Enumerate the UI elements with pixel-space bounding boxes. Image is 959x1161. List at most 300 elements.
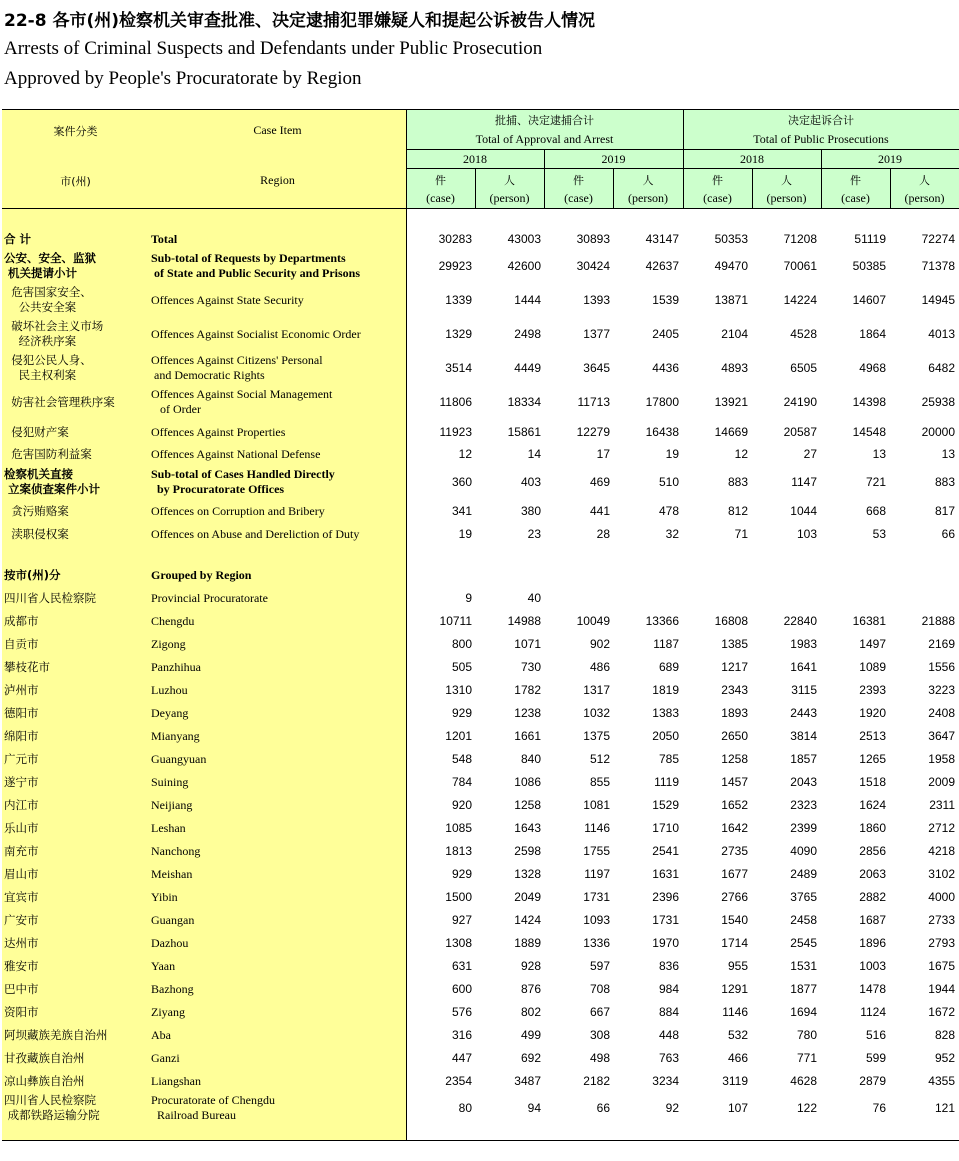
- cell-value: 316: [451, 1028, 472, 1042]
- cell-value: 1328: [514, 867, 541, 881]
- row-label-cn: 德阳市: [4, 705, 39, 720]
- cell-value: 40: [527, 591, 541, 605]
- cell-value: 1336: [583, 936, 610, 950]
- cell-value: 92: [665, 1101, 679, 1115]
- row-label-en: Offences on Abuse and Dereliction of Duty: [151, 526, 360, 541]
- row-label-en: Sub-total of Requests by Departments of State and Public Security and Prisons: [151, 251, 361, 280]
- header-unit-case-cn: 件: [573, 174, 584, 187]
- row-label-cn: 危害国防利益案: [4, 446, 92, 461]
- row-label-en: Grouped by Region: [151, 567, 252, 582]
- cell-value: 341: [451, 504, 472, 518]
- cell-value: 499: [520, 1028, 541, 1042]
- cell-value: 66: [596, 1101, 610, 1115]
- row-label-en: Offences Against Socialist Economic Order: [151, 326, 361, 341]
- cell-value: 840: [520, 752, 541, 766]
- cell-value: 1893: [721, 706, 748, 720]
- cell-value: 308: [589, 1028, 610, 1042]
- row-label-cn: 广安市: [4, 912, 39, 927]
- cell-value: 1291: [721, 982, 748, 996]
- cell-value: 667: [589, 1005, 610, 1019]
- cell-value: 1672: [928, 1005, 955, 1019]
- table-bottom-border: [2, 1140, 959, 1141]
- cell-value: 3119: [722, 1074, 748, 1088]
- cell-value: 2408: [928, 706, 955, 720]
- row-label-en: Suining: [151, 774, 189, 789]
- cell-value: 29923: [438, 259, 472, 273]
- header-prosecution-cn: 决定起诉合计: [788, 114, 854, 127]
- cell-value: 516: [865, 1028, 886, 1042]
- cell-value: 689: [658, 660, 679, 674]
- row-label-cn: 渎职侵权案: [4, 526, 69, 541]
- cell-value: 2169: [928, 637, 955, 651]
- cell-value: 802: [520, 1005, 541, 1019]
- cell-value: 3102: [928, 867, 955, 881]
- row-label-en: Ganzi: [151, 1050, 180, 1065]
- cell-value: 780: [796, 1028, 817, 1042]
- cell-value: 692: [520, 1051, 541, 1065]
- cell-value: 14669: [714, 425, 748, 439]
- cell-value: 1071: [514, 637, 541, 651]
- cell-value: 42600: [507, 259, 541, 273]
- header-region-en: Region: [260, 173, 295, 187]
- header-unit-person-cn: 人: [642, 174, 654, 187]
- cell-value: 448: [658, 1028, 679, 1042]
- cell-value: 600: [451, 982, 472, 996]
- cell-value: 107: [727, 1101, 748, 1115]
- cell-value: 1119: [654, 775, 679, 789]
- cell-value: 784: [451, 775, 472, 789]
- cell-value: 1983: [790, 637, 817, 651]
- cell-value: 1081: [583, 798, 610, 812]
- header-unit-case-en: (case): [564, 191, 593, 205]
- cell-value: 3647: [928, 729, 955, 743]
- row-label-en: Bazhong: [151, 981, 194, 996]
- cell-value: 812: [727, 504, 748, 518]
- cell-value: 3487: [514, 1074, 541, 1088]
- cell-value: 50385: [852, 259, 886, 273]
- cell-value: 14945: [921, 293, 955, 307]
- row-label-cn: 侵犯财产案: [4, 424, 69, 439]
- row-label-cn: 破坏社会主义市场 经济秩序案: [11, 319, 104, 348]
- row-label-cn: 按市(州)分: [4, 567, 61, 582]
- cell-value: 927: [451, 913, 472, 927]
- cell-value: 478: [658, 504, 679, 518]
- cell-value: 28: [596, 527, 610, 541]
- cell-value: 548: [451, 752, 472, 766]
- cell-value: 43147: [645, 232, 679, 246]
- cell-value: 855: [589, 775, 610, 789]
- cell-value: 2063: [859, 867, 886, 881]
- row-label-cn: 危害国家安全、 公共安全案: [11, 285, 92, 314]
- cell-value: 1731: [652, 913, 679, 927]
- cell-value: 1032: [583, 706, 610, 720]
- cell-value: 2735: [721, 844, 748, 858]
- header-unit-person-en: (person): [766, 191, 807, 205]
- cell-value: 30283: [438, 232, 472, 246]
- cell-value: 876: [520, 982, 541, 996]
- cell-value: 70061: [783, 259, 817, 273]
- header-case-item-en: Case Item: [253, 123, 302, 137]
- cell-value: 1339: [445, 293, 472, 307]
- cell-value: 2856: [859, 844, 886, 858]
- cell-value: 1889: [514, 936, 541, 950]
- header-unit-case-en: (case): [426, 191, 455, 205]
- cell-value: 785: [658, 752, 679, 766]
- row-label-cn: 四川省人民检察院 成都铁路运输分院: [4, 1093, 100, 1122]
- cell-value: 2043: [790, 775, 817, 789]
- cell-value: 2354: [445, 1074, 472, 1088]
- row-label-en: Yaan: [151, 958, 176, 973]
- cell-value: 1518: [859, 775, 886, 789]
- cell-value: 2343: [721, 683, 748, 697]
- cell-value: 1710: [652, 821, 679, 835]
- cell-value: 2104: [721, 327, 748, 341]
- cell-value: 1661: [514, 729, 541, 743]
- cell-value: 836: [658, 959, 679, 973]
- cell-value: 4218: [928, 844, 955, 858]
- cell-value: 20587: [783, 425, 817, 439]
- row-label-en: Leshan: [151, 820, 186, 835]
- header-arrest-en: Total of Approval and Arrest: [475, 132, 614, 146]
- cell-value: 1643: [514, 821, 541, 835]
- row-label-cn: 贪污贿赂案: [4, 503, 69, 518]
- cell-value: 730: [520, 660, 541, 674]
- cell-value: 2513: [859, 729, 886, 743]
- cell-value: 2545: [790, 936, 817, 950]
- cell-value: 883: [934, 475, 955, 489]
- cell-value: 2541: [652, 844, 679, 858]
- cell-value: 984: [658, 982, 679, 996]
- page-title-en-line2: Approved by People's Procuratorate by Region: [4, 68, 362, 89]
- row-label-en: Procuratorate of Chengdu Railroad Bureau: [151, 1093, 275, 1122]
- cell-value: 929: [451, 867, 472, 881]
- cell-value: 1497: [859, 637, 886, 651]
- cell-value: 23: [527, 527, 541, 541]
- row-label-cn: 合 计: [4, 231, 32, 246]
- cell-value: 13: [872, 447, 886, 461]
- stub-right-border: [406, 109, 407, 1141]
- header-year-2019-arrest: 2019: [601, 152, 626, 166]
- cell-value: 1258: [721, 752, 748, 766]
- row-label-cn: 四川省人民检察院: [4, 590, 96, 605]
- row-label-en: Chengdu: [151, 613, 195, 628]
- cell-value: 763: [658, 1051, 679, 1065]
- cell-value: 15861: [507, 425, 541, 439]
- cell-value: 817: [934, 504, 955, 518]
- cell-value: 1677: [721, 867, 748, 881]
- cell-value: 14398: [852, 395, 886, 409]
- row-label-cn: 雅安市: [4, 958, 39, 973]
- cell-value: 27: [803, 447, 817, 461]
- row-label-en: Offences Against Social Management of Order: [151, 387, 333, 416]
- cell-value: 1265: [859, 752, 886, 766]
- cell-value: 800: [451, 637, 472, 651]
- cell-value: 1631: [652, 867, 679, 881]
- row-label-cn: 成都市: [4, 613, 39, 628]
- cell-value: 1860: [859, 821, 886, 835]
- row-label-cn: 自贡市: [4, 636, 39, 651]
- cell-value: 1317: [583, 683, 610, 697]
- cell-value: 1641: [790, 660, 817, 674]
- cell-value: 1093: [583, 913, 610, 927]
- cell-value: 71378: [921, 259, 955, 273]
- cell-value: 2712: [928, 821, 955, 835]
- cell-value: 2650: [721, 729, 748, 743]
- cell-value: 2766: [721, 890, 748, 904]
- cell-value: 2182: [583, 1074, 610, 1088]
- header-unit-person-en: (person): [904, 191, 945, 205]
- cell-value: 1457: [721, 775, 748, 789]
- cell-value: 3814: [790, 729, 817, 743]
- header-unit-case-cn: 件: [850, 174, 861, 187]
- cell-value: 94: [527, 1101, 541, 1115]
- cell-value: 1675: [928, 959, 955, 973]
- cell-value: 1444: [514, 293, 541, 307]
- cell-value: 1529: [652, 798, 679, 812]
- cell-value: 2009: [928, 775, 955, 789]
- cell-value: 599: [865, 1051, 886, 1065]
- cell-value: 103: [796, 527, 817, 541]
- row-label-cn: 眉山市: [4, 866, 39, 881]
- cell-value: 4628: [790, 1074, 817, 1088]
- row-label-cn: 遂宁市: [4, 774, 39, 789]
- cell-value: 71: [734, 527, 748, 541]
- cell-value: 11923: [439, 425, 472, 439]
- row-label-en: Guangan: [151, 912, 195, 927]
- row-label-en: Provincial Procuratorate: [151, 590, 268, 605]
- cell-value: 1197: [584, 867, 610, 881]
- cell-value: 121: [934, 1101, 955, 1115]
- cell-value: 929: [451, 706, 472, 720]
- cell-value: 6482: [928, 361, 955, 375]
- cell-value: 3115: [791, 683, 817, 697]
- cell-value: 1539: [652, 293, 679, 307]
- header-region-cn: 市(州): [60, 175, 91, 188]
- row-label-en: Offences on Corruption and Bribery: [151, 503, 325, 518]
- row-label-cn: 凉山彝族自治州: [4, 1073, 85, 1088]
- cell-value: 902: [589, 637, 610, 651]
- cell-value: 1146: [584, 821, 610, 835]
- row-label-en: Dazhou: [151, 935, 189, 950]
- header-unit-person-en: (person): [628, 191, 668, 205]
- header-unit-person-cn: 人: [781, 174, 792, 187]
- row-label-cn: 侵犯公民人身、 民主权利案: [11, 353, 92, 382]
- cell-value: 4000: [928, 890, 955, 904]
- header-unit-case-en: (case): [841, 191, 870, 205]
- row-label-cn: 巴中市: [4, 981, 39, 996]
- row-label-cn: 资阳市: [4, 1004, 39, 1019]
- row-label-en: Ziyang: [151, 1004, 185, 1019]
- cell-value: 2049: [514, 890, 541, 904]
- cell-value: 12: [458, 447, 472, 461]
- cell-value: 2733: [928, 913, 955, 927]
- row-label-en: Nanchong: [151, 843, 201, 858]
- cell-value: 12: [734, 447, 748, 461]
- header-year-2018-prosecution: 2018: [740, 152, 764, 166]
- row-label-en: Luzhou: [151, 682, 188, 697]
- cell-value: 80: [458, 1101, 472, 1115]
- cell-value: 1003: [859, 959, 886, 973]
- cell-value: 2489: [790, 867, 817, 881]
- cell-value: 2050: [652, 729, 679, 743]
- cell-value: 1089: [859, 660, 886, 674]
- cell-value: 721: [865, 475, 886, 489]
- cell-value: 1944: [928, 982, 955, 996]
- header-unit-person-en: (person): [489, 191, 530, 205]
- cell-value: 1308: [445, 936, 472, 950]
- row-label-cn: 公安、安全、监狱 机关提请小计: [4, 251, 96, 280]
- cell-value: 1310: [445, 683, 472, 697]
- cell-value: 1782: [514, 683, 541, 697]
- cell-value: 1329: [445, 327, 472, 341]
- cell-value: 3645: [583, 361, 610, 375]
- cell-value: 13366: [645, 614, 679, 628]
- cell-value: 1556: [928, 660, 955, 674]
- cell-value: 19: [665, 447, 679, 461]
- header-unit-person-cn: 人: [504, 174, 515, 187]
- cell-value: 21888: [921, 614, 955, 628]
- cell-value: 447: [451, 1051, 472, 1065]
- row-label-cn: 攀枝花市: [4, 659, 50, 674]
- row-label-en: Offences Against Properties: [151, 424, 286, 439]
- cell-value: 3223: [928, 683, 955, 697]
- cell-value: 920: [451, 798, 472, 812]
- cell-value: 71208: [783, 232, 817, 246]
- cell-value: 1714: [721, 936, 748, 950]
- row-label-cn: 乐山市: [4, 820, 39, 835]
- header-unit-person-cn: 人: [919, 174, 930, 187]
- cell-value: 952: [934, 1051, 955, 1065]
- row-label-en: Aba: [151, 1027, 171, 1042]
- cell-value: 2396: [652, 890, 679, 904]
- row-label-cn: 妨害社会管理秩序案: [4, 394, 115, 409]
- cell-value: 1375: [583, 729, 610, 743]
- cell-value: 2405: [652, 327, 679, 341]
- row-label-en: Yibin: [151, 889, 178, 904]
- cell-value: 1920: [859, 706, 886, 720]
- cell-value: 20000: [921, 425, 955, 439]
- cell-value: 72274: [921, 232, 955, 246]
- cell-value: 30893: [576, 232, 610, 246]
- cell-value: 2598: [514, 844, 541, 858]
- cell-value: 49470: [714, 259, 748, 273]
- cell-value: 1044: [790, 504, 817, 518]
- row-label-en: Meishan: [151, 866, 193, 881]
- cell-value: 1540: [721, 913, 748, 927]
- cell-value: 1694: [790, 1005, 817, 1019]
- cell-value: 928: [520, 959, 541, 973]
- row-label-cn: 广元市: [4, 751, 39, 766]
- row-label-cn: 南充市: [4, 843, 39, 858]
- cell-value: 1642: [721, 821, 748, 835]
- row-label-cn: 泸州市: [4, 682, 39, 697]
- cell-value: 708: [589, 982, 610, 996]
- cell-value: 30424: [576, 259, 610, 273]
- cell-value: 22840: [783, 614, 817, 628]
- cell-value: 1958: [928, 752, 955, 766]
- cell-value: 771: [796, 1051, 817, 1065]
- header-arrest-cn: 批捕、决定逮捕合计: [495, 114, 594, 127]
- cell-value: 498: [589, 1051, 610, 1065]
- cell-value: 17800: [645, 395, 679, 409]
- cell-value: 4436: [652, 361, 679, 375]
- row-label-en: Liangshan: [151, 1073, 201, 1088]
- cell-value: 13871: [714, 293, 748, 307]
- cell-value: 1258: [514, 798, 541, 812]
- page-title-cn: 22-8 各市(州)检察机关审查批准、决定逮捕犯罪嫌疑人和提起公诉被告人情况: [4, 11, 595, 31]
- cell-value: 6505: [790, 361, 817, 375]
- cell-value: 1970: [652, 936, 679, 950]
- cell-value: 14224: [783, 293, 817, 307]
- cell-value: 11806: [439, 395, 472, 409]
- cell-value: 32: [665, 527, 679, 541]
- cell-value: 2882: [859, 890, 886, 904]
- cell-value: 2399: [790, 821, 817, 835]
- header-year-2018-arrest: 2018: [463, 152, 487, 166]
- cell-value: 24190: [783, 395, 817, 409]
- cell-value: 53: [872, 527, 886, 541]
- cell-value: 4528: [790, 327, 817, 341]
- cell-value: 1755: [583, 844, 610, 858]
- cell-value: 13921: [714, 395, 748, 409]
- cell-value: 2793: [928, 936, 955, 950]
- header-prosecution-en: Total of Public Prosecutions: [753, 132, 889, 146]
- row-label-en: Neijiang: [151, 797, 193, 812]
- cell-value: 2323: [790, 798, 817, 812]
- row-label-cn: 阿坝藏族羌族自治州: [4, 1027, 108, 1042]
- cell-value: 1864: [859, 327, 886, 341]
- cell-value: 25938: [921, 395, 955, 409]
- cell-value: 1731: [583, 890, 610, 904]
- cell-value: 14: [527, 447, 541, 461]
- cell-value: 1187: [653, 637, 679, 651]
- row-label-en: Total: [151, 231, 178, 246]
- cell-value: 17: [596, 447, 610, 461]
- cell-value: 1385: [721, 637, 748, 651]
- row-label-cn: 绵阳市: [4, 728, 39, 743]
- cell-value: 505: [451, 660, 472, 674]
- cell-value: 14988: [507, 614, 541, 628]
- cell-value: 2311: [929, 798, 955, 812]
- cell-value: 2393: [859, 683, 886, 697]
- cell-value: 3765: [790, 890, 817, 904]
- cell-value: 1217: [721, 660, 748, 674]
- cell-value: 1819: [652, 683, 679, 697]
- cell-value: 1877: [790, 982, 817, 996]
- row-label-en: Panzhihua: [151, 659, 201, 674]
- cell-value: 12279: [576, 425, 610, 439]
- cell-value: 2458: [790, 913, 817, 927]
- cell-value: 1393: [583, 293, 610, 307]
- cell-value: 43003: [507, 232, 541, 246]
- cell-value: 18334: [507, 395, 541, 409]
- row-label-en: Zigong: [151, 636, 186, 651]
- cell-value: 883: [727, 475, 748, 489]
- row-label-en: Mianyang: [151, 728, 200, 743]
- statistics-table: [2, 109, 959, 1141]
- cell-value: 14548: [852, 425, 886, 439]
- cell-value: 576: [451, 1005, 472, 1019]
- cell-value: 1687: [859, 913, 886, 927]
- cell-value: 4013: [928, 327, 955, 341]
- cell-value: 11713: [577, 395, 610, 409]
- row-label-en: Offences Against National Defense: [151, 446, 321, 461]
- cell-value: 16808: [714, 614, 748, 628]
- cell-value: 360: [451, 475, 472, 489]
- cell-value: 403: [520, 475, 541, 489]
- cell-value: 10049: [576, 614, 610, 628]
- cell-value: 3514: [445, 361, 472, 375]
